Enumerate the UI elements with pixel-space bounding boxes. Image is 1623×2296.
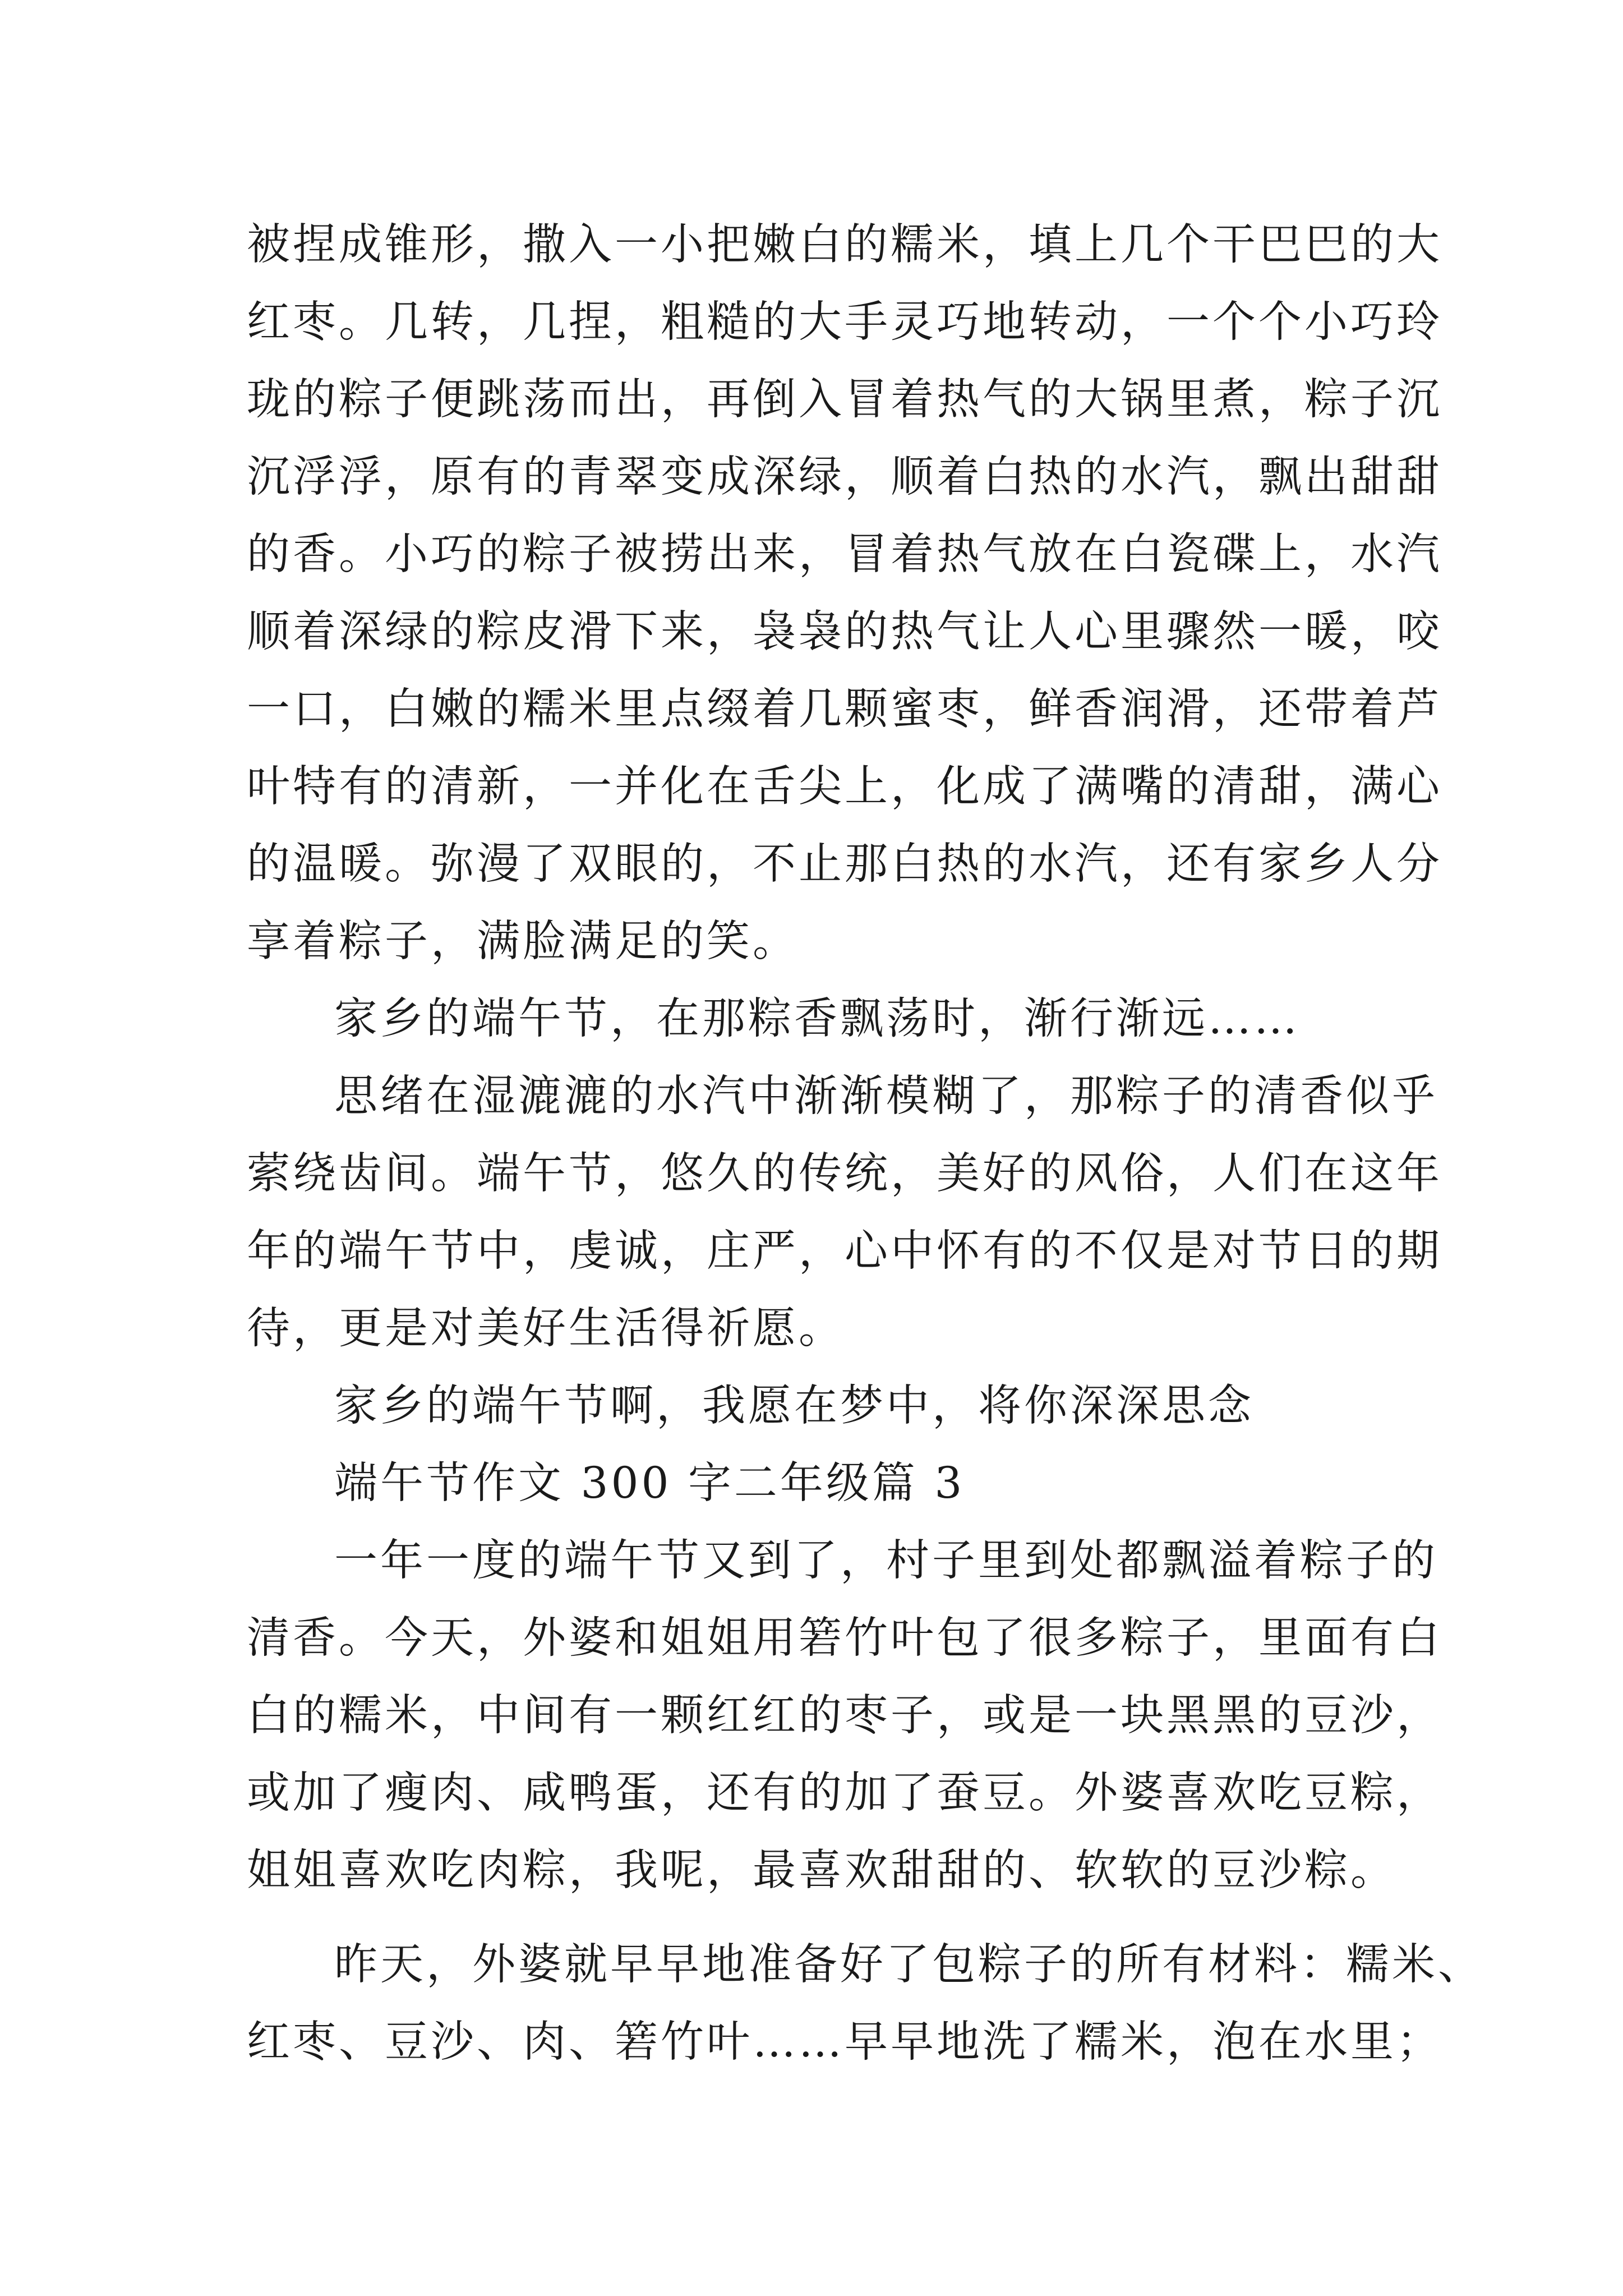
text-line: 的香。小巧的粽子被捞出来，冒着热气放在白瓷碟上，水汽: [247, 530, 1442, 579]
text-line: 姐姐喜欢吃肉粽，我呢，最喜欢甜甜的、软软的豆沙粽。: [247, 1846, 1396, 1895]
text-line: 萦绕齿间。端午节，悠久的传统，美好的风俗，人们在这年: [247, 1149, 1442, 1199]
text-line: 沉浮浮，原有的青翠变成深绿，顺着白热的水汽，飘出甜甜: [247, 452, 1442, 502]
text-line: 白的糯米，中间有一颗红红的枣子，或是一块黑黑的豆沙，: [247, 1691, 1442, 1741]
text-line: 享着粽子，满脸满足的笑。: [247, 917, 799, 967]
text-line: 顺着深绿的粽皮滑下来，袅袅的热气让人心里骤然一暖，咬: [247, 607, 1442, 657]
text-line: 年的端午节中，虔诚，庄严，心中怀有的不仅是对节日的期: [247, 1226, 1442, 1276]
paragraph-gap: [247, 1910, 1391, 1926]
section-heading: 端午节作文 300 字二年级篇 3: [334, 1458, 965, 1508]
text-line: 珑的粽子便跳荡而出，再倒入冒着热气的大锅里煮，粽子沉: [247, 375, 1442, 425]
paragraph-line: 家乡的端午节啊，我愿在梦中，将你深深思念: [334, 1381, 1254, 1431]
text-line: 被捏成锥形，撒入一小把嫩白的糯米，填上几个干巴巴的大: [247, 220, 1442, 270]
text-line: 待，更是对美好生活得祈愿。: [247, 1304, 845, 1354]
text-line: 或加了瘦肉、咸鸭蛋，还有的加了蚕豆。外婆喜欢吃豆粽，: [247, 1768, 1442, 1818]
paragraph-line: 昨天，外婆就早早地准备好了包粽子的所有材料：糯米、: [334, 1940, 1484, 1990]
body-text: [247, 206, 1484, 2081]
paragraph-line: 一年一度的端午节又到了，村子里到处都飘溢着粽子的: [334, 1536, 1438, 1586]
text-line: 的温暖。弥漫了双眼的，不止那白热的水汽，还有家乡人分: [247, 839, 1442, 889]
text-line: 清香。今天，外婆和姐姐用箬竹叶包了很多粽子，里面有白: [247, 1613, 1442, 1663]
text-line: 一口，白嫩的糯米里点缀着几颗蜜枣，鲜香润滑，还带着芦: [247, 684, 1442, 734]
text-line: 红枣、豆沙、肉、箬竹叶……早早地洗了糯米，泡在水里；: [247, 2017, 1442, 2067]
text-line: 红枣。几转，几捏，粗糙的大手灵巧地转动，一个个小巧玲: [247, 297, 1442, 347]
text-line: 叶特有的清新，一并化在舌尖上，化成了满嘴的清甜，满心: [247, 762, 1442, 812]
paragraph-line: 家乡的端午节，在那粽香飘荡时，渐行渐远……: [334, 994, 1300, 1044]
paragraph-line: 思绪在湿漉漉的水汽中渐渐模糊了，那粽子的清香似乎: [334, 1071, 1438, 1121]
